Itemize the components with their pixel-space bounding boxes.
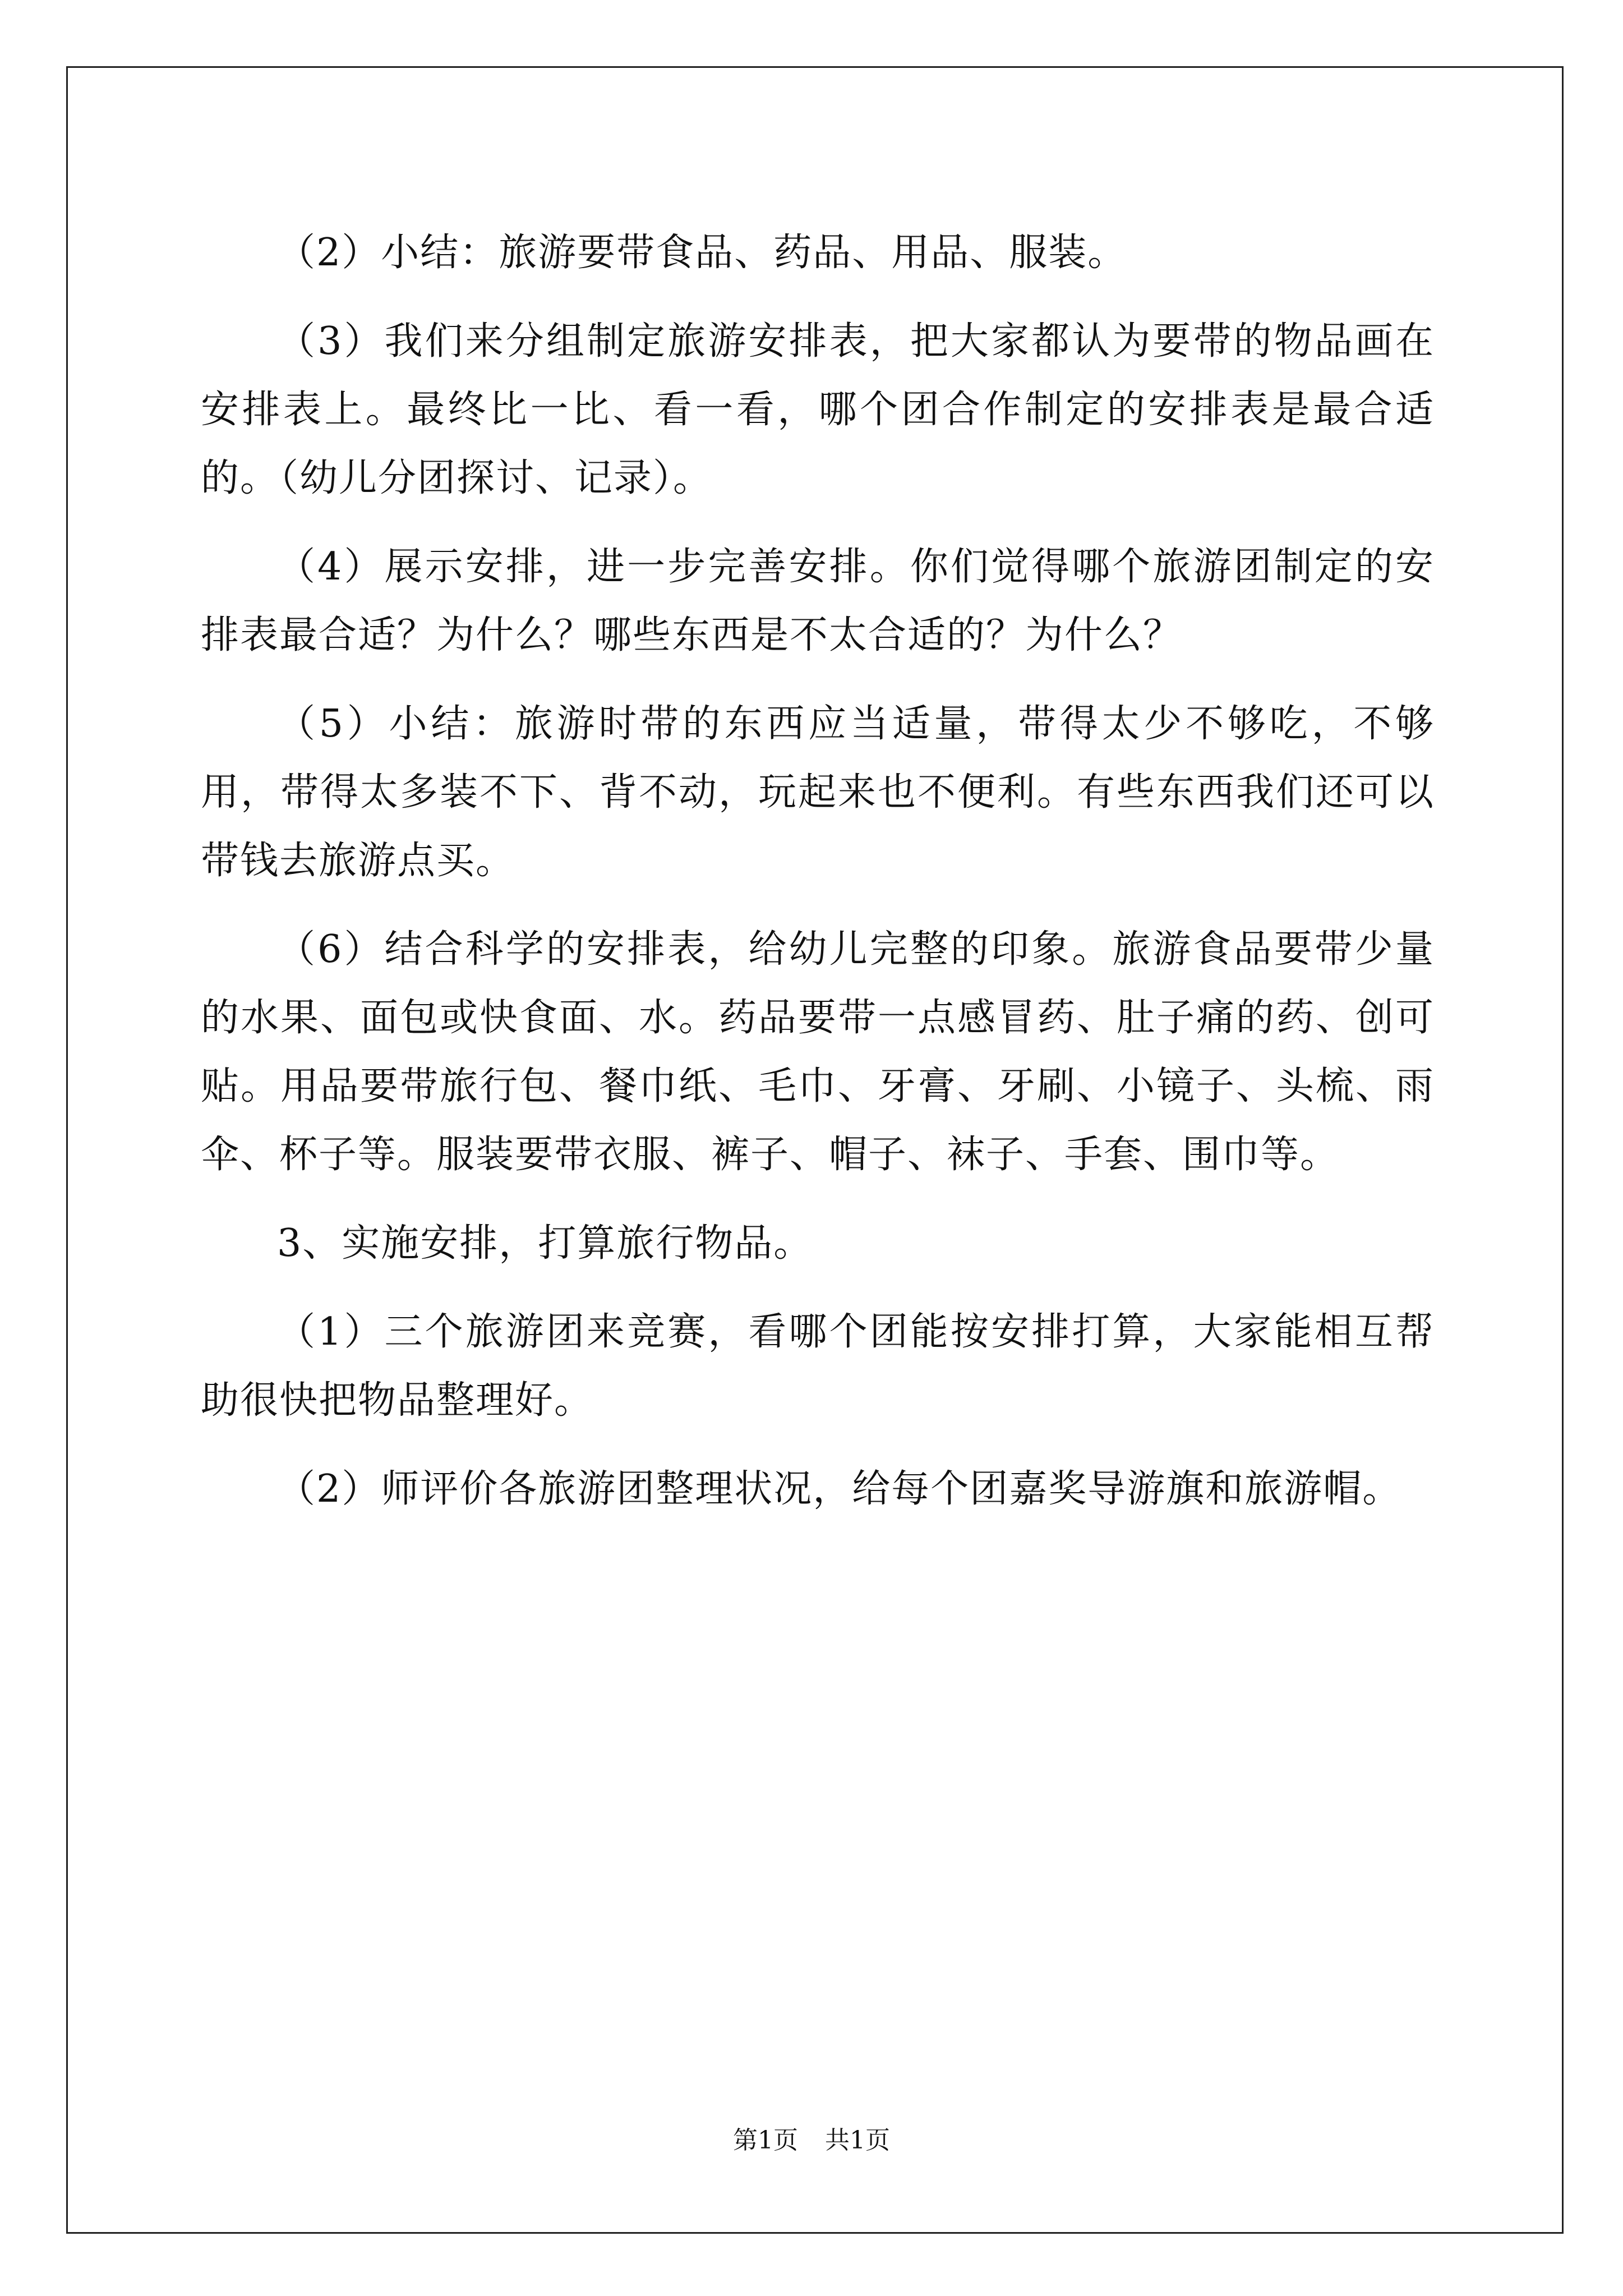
page-total: 共1页 [825, 2126, 890, 2155]
paragraph-summary-5: （5）小结：旅游时带的东西应当适量，带得太少不够吃，不够用，带得太多装不下、背不动，玩起来也不便利。有些东西我们还可以带钱去旅游点买。 [201, 702, 1435, 883]
paragraph-summary-2: （2）小结：旅游要带食品、药品、用品、服装。 [277, 231, 1127, 275]
page-footer [0, 2124, 1623, 2157]
page-number: 第1页 [733, 2126, 798, 2155]
paragraph-competition: （1）三个旅游团来竞赛，看哪个团能按安排打算，大家能相互帮助很快把物品整理好。 [201, 1310, 1435, 1423]
paragraph-show-plan: （4）展示安排，进一步完善安排。你们觉得哪个旅游团制定的安排表最合适？为什么？哪些东西是不太合适的？为什么？ [201, 545, 1435, 657]
paragraph-plan-table: （3）我们来分组制定旅游安排表，把大家都认为要带的物品画在安排表上。最终比一比、看一看，哪个团合作制定的安排表是最合适的。（幼儿分团探讨、记录）。 [201, 319, 1435, 500]
document-body [201, 219, 1435, 1544]
paragraph-science-plan: （6）结合科学的安排表，给幼儿完整的印象。旅游食品要带少量的水果、面包或快食面、水。药品要带一点感冒药、肚子痛的药、创可贴。用品要带旅行包、餐巾纸、毛巾、牙膏、牙刷、小镜子、头梳、雨伞、杯子等。服装要带衣服、裤子、帽子、袜子、手套、围巾等。 [201, 927, 1435, 1177]
paragraph-evaluation: （2）师评价各旅游团整理状况，给每个团嘉奖导游旗和旅游帽。 [277, 1467, 1402, 1511]
section-heading-3: 3、实施安排，打算旅行物品。 [277, 1221, 813, 1266]
